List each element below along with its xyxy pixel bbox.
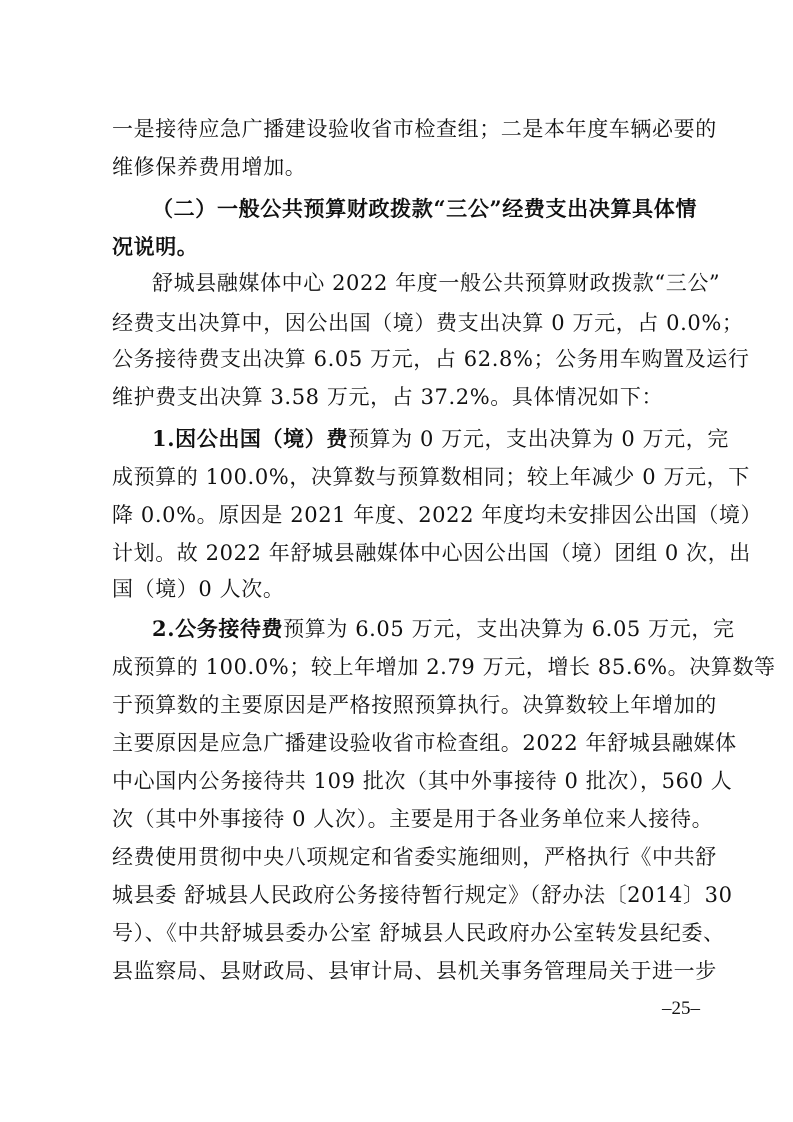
paragraph-line: 成预算的 100.0%；较上年增加 2.79 万元，增长 85.6%。决算数等 (112, 655, 776, 679)
paragraph-line: 降 0.0%。原因是 2021 年度、2022 年度均未安排因公出国（境） (112, 503, 763, 527)
paragraph-line: 计划。故 2022 年舒城县融媒体中心因公出国（境）团组 0 次，出 (112, 541, 751, 565)
paragraph-line: 县监察局、县财政局、县审计局、县机关事务管理局关于进一步 (112, 959, 717, 983)
paragraph-line (152, 614, 735, 644)
paragraph-line: 公务接待费支出决算 6.05 万元，占 62.8%；公务用车购置及运行 (112, 347, 750, 371)
paragraph-line: 经费支出决算中，因公出国（境）费支出决算 0 万元，占 0.0%； (112, 311, 744, 335)
paragraph-line: 中心国内公务接待共 109 批次（其中外事接待 0 批次），560 人 (112, 769, 733, 793)
paragraph-line: 号）、《中共舒城县委办公室 舒城县人民政府办公室转发县纪委、 (112, 921, 725, 945)
paragraph-line: 主要原因是应急广播建设验收省市检查组。2022 年舒城县融媒体 (112, 731, 737, 755)
paragraph-line: 舒城县融媒体中心 2022 年度一般公共预算财政拨款“三公” (152, 271, 721, 295)
paragraph-line: 国（境）0 人次。 (112, 577, 285, 601)
section-heading: 况说明。 (112, 234, 199, 259)
item-text: 预算为 6.05 万元，支出决算为 6.05 万元，完 (283, 617, 735, 641)
page-number: –25– (662, 998, 700, 1019)
paragraph-line: 次（其中外事接待 0 人次）。主要是用于各业务单位来人接待。 (112, 807, 714, 831)
paragraph-line (152, 424, 729, 454)
item-text: 预算为 0 万元，支出决算为 0 万元，完 (347, 427, 729, 451)
paragraph-line: 于预算数的主要原因是严格按照预算执行。决算数较上年增加的 (112, 693, 717, 717)
paragraph-line: 维护费支出决算 3.58 万元，占 37.2%。具体情况如下： (112, 385, 664, 409)
item-heading: 2.公务接待费 (152, 616, 284, 641)
paragraph-line: 成预算的 100.0%，决算数与预算数相同；较上年减少 0 万元，下 (112, 465, 750, 489)
section-heading: （二）一般公共预算财政拨款“三公”经费支出决算具体情 (152, 196, 697, 221)
paragraph-line: 维修保养费用增加。 (112, 155, 307, 179)
paragraph-line: 一是接待应急广播建设验收省市检查组；二是本年度车辆必要的 (112, 117, 717, 141)
paragraph-line: 经费使用贯彻中央八项规定和省委实施细则，严格执行《中共舒 (112, 845, 717, 869)
paragraph-line: 城县委 舒城县人民政府公务接待暂行规定》（舒办法〔2014〕30 (112, 883, 733, 907)
item-heading: 1.因公出国（境）费 (152, 426, 348, 451)
